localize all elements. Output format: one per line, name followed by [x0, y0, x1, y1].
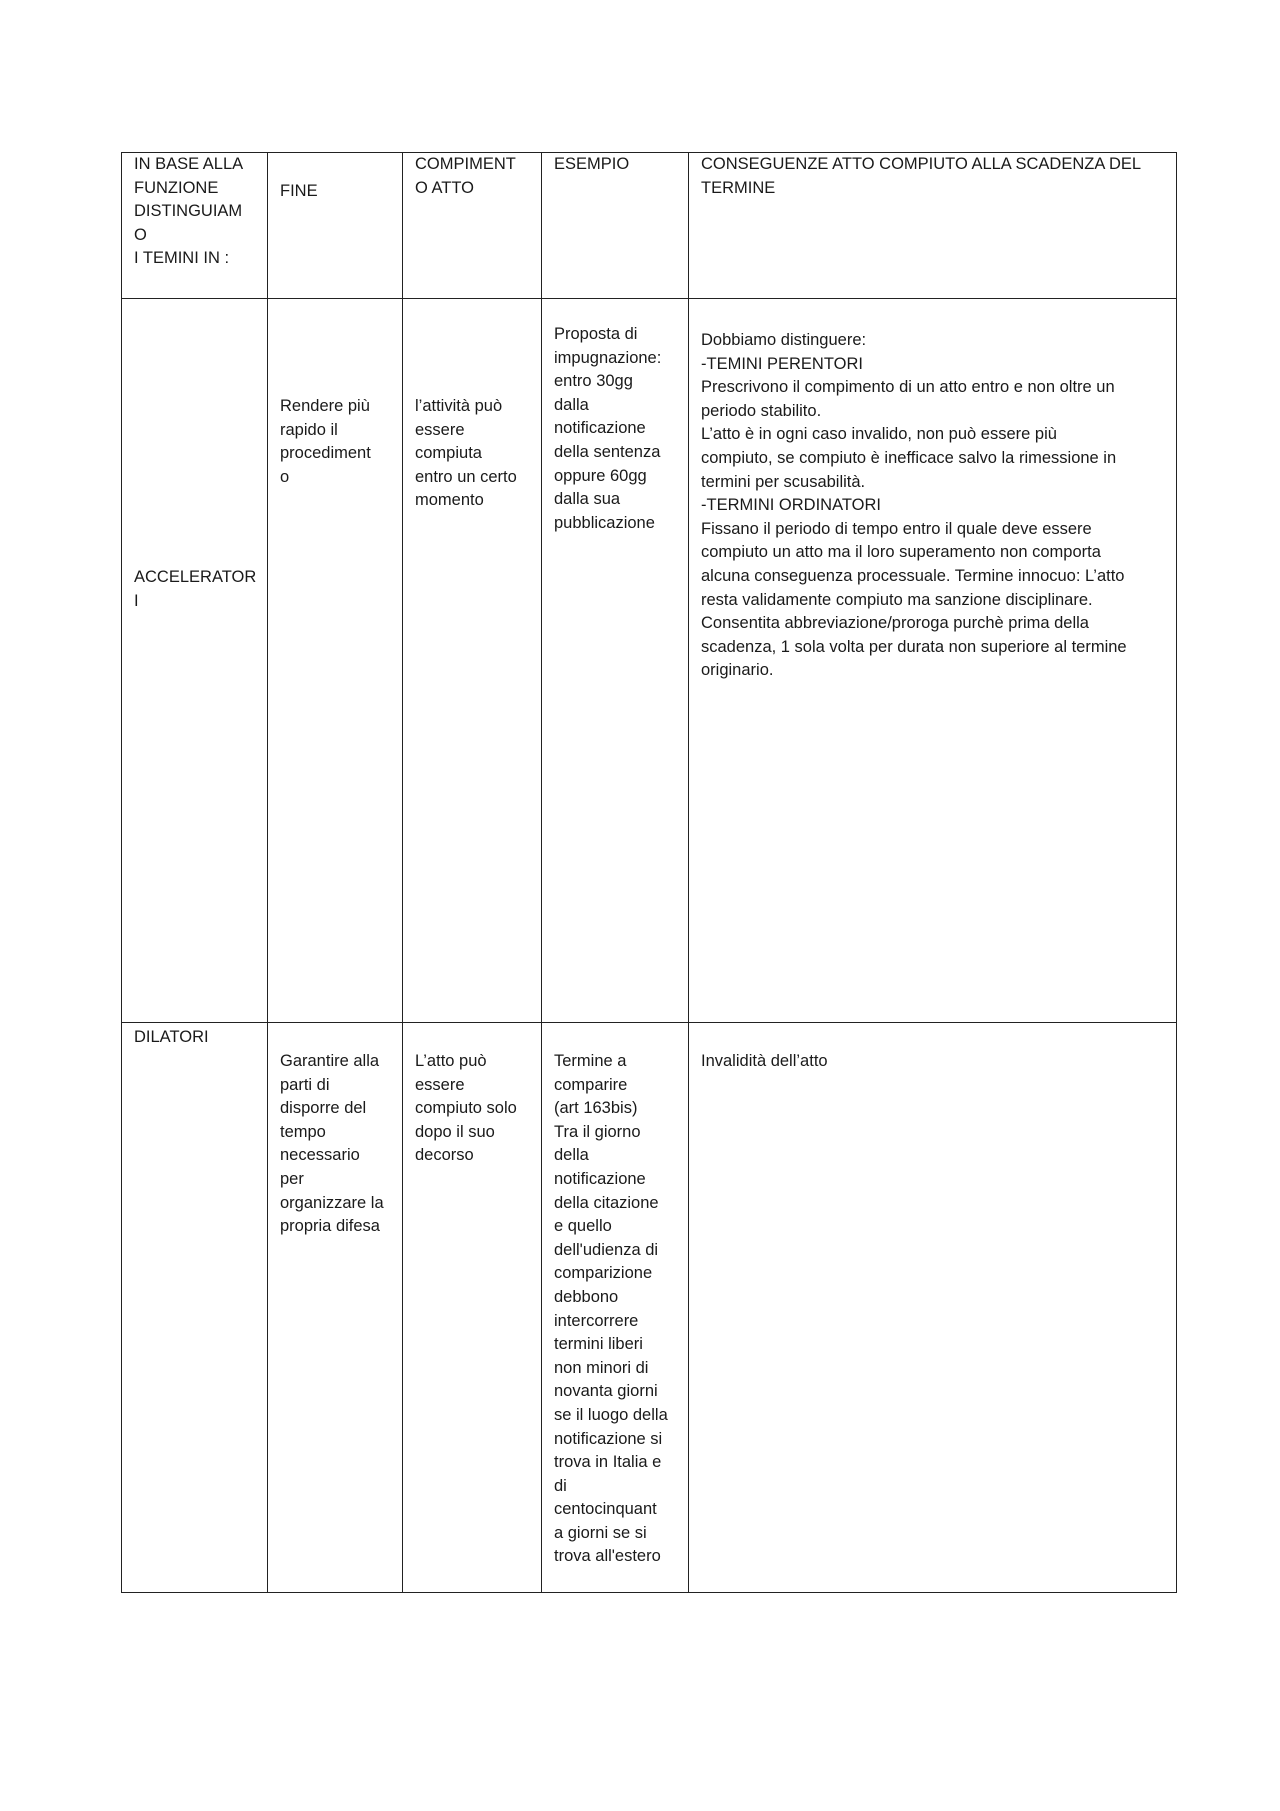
cell-line: oppure 60gg [554, 466, 647, 485]
cell-line: compiuta [415, 444, 482, 463]
cell-line: notificazione [554, 1169, 646, 1188]
cell-line: Consentita abbreviazione/proroga purchè prima della [701, 614, 1089, 633]
cell-line: trova in Italia e [554, 1453, 662, 1472]
cell-line: parti di [280, 1075, 330, 1094]
cell-line: se il luogo della [554, 1405, 668, 1424]
cell-line: essere [415, 420, 465, 439]
cell-line: trova all'estero [554, 1547, 661, 1566]
header-line: TERMINE [701, 178, 776, 197]
cell-line: dell'udienza di [554, 1240, 659, 1259]
cell-line: termini liberi [554, 1335, 643, 1354]
cell-line: della [554, 1146, 589, 1165]
header-line: I TEMINI IN : [134, 249, 230, 268]
cell-compimento-dilatori [403, 1023, 542, 1593]
cell-line: novanta giorni [554, 1382, 658, 1401]
cell-line: termini per scusabilità. [701, 472, 866, 491]
terms-table [121, 152, 1177, 1593]
cell-line: Rendere più [280, 397, 370, 415]
cell-line: compiuto solo [415, 1099, 517, 1118]
cell-line: Invalidità dell’atto [701, 1052, 828, 1070]
cell-line: comparire [554, 1075, 628, 1094]
header-cell-conseguenze [689, 153, 1177, 299]
cell-line: originario. [701, 661, 774, 680]
cell-type-dilatori [122, 1023, 268, 1593]
cell-line: essere [415, 1075, 465, 1094]
header-line: IN BASE ALLA [134, 155, 244, 173]
cell-line: Dobbiamo distinguere: [701, 331, 867, 349]
table-row-dilatori [122, 1023, 1177, 1593]
header-cell-fine [268, 153, 403, 299]
cell-line: notificazione si [554, 1429, 663, 1448]
cell-fine-acceleratori [268, 299, 403, 1023]
cell-line: Proposta di [554, 325, 638, 343]
cell-type-acceleratori [122, 299, 268, 1023]
cell-conseguenze-acceleratori [689, 299, 1177, 1023]
cell-line: rapido il [280, 420, 338, 439]
cell-line: a giorni se si [554, 1523, 647, 1542]
header-line: FINE [280, 182, 318, 200]
cell-line: periodo stabilito. [701, 401, 822, 420]
cell-line: -TERMINI ORDINATORI [701, 496, 881, 515]
header-cell-esempio [542, 153, 689, 299]
cell-line: Prescrivono il compimento di un atto entro e non oltre un [701, 378, 1115, 397]
cell-line: tempo [280, 1122, 326, 1141]
cell-line: non minori di [554, 1358, 649, 1377]
header-line: DISTINGUIAM [134, 202, 243, 221]
cell-line: Termine a [554, 1052, 627, 1070]
cell-line: pubblicazione [554, 513, 655, 532]
cell-line: L’atto può [415, 1052, 487, 1070]
cell-line: dalla [554, 395, 589, 414]
cell-line: (art 163bis) [554, 1099, 638, 1118]
cell-line: compiuto, se compiuto è inefficace salvo la rimessione in [701, 448, 1117, 467]
cell-line: organizzare la [280, 1193, 384, 1212]
cell-line: decorso [415, 1146, 474, 1165]
row-type-label: DILATORI [134, 1028, 209, 1046]
cell-line: o [280, 467, 290, 486]
cell-line: resta validamente compiuto ma sanzione disciplinare. [701, 590, 1093, 609]
cell-line: debbono [554, 1287, 619, 1306]
cell-line: Tra il giorno [554, 1122, 641, 1141]
cell-line: compiuto un atto ma il loro superamento non comporta [701, 543, 1101, 562]
cell-compimento-acceleratori [403, 299, 542, 1023]
cell-line: scadenza, 1 sola volta per durata non superiore al termine [701, 637, 1127, 656]
header-line: COMPIMENT [415, 155, 516, 173]
cell-line: Garantire alla [280, 1052, 380, 1070]
cell-conseguenze-dilatori [689, 1023, 1177, 1593]
cell-line: Fissano il periodo di tempo entro il quale deve essere [701, 519, 1092, 538]
cell-line: per [280, 1169, 304, 1188]
header-line: CONSEGUENZE ATTO COMPIUTO ALLA SCADENZA DEL [701, 155, 1142, 173]
header-line: O [134, 225, 147, 244]
cell-esempio-acceleratori [542, 299, 689, 1023]
cell-line: notificazione [554, 419, 646, 438]
table-header-row [122, 153, 1177, 299]
cell-line: procediment [280, 444, 371, 463]
cell-line: L’atto è in ogni caso invalido, non può essere più [701, 425, 1057, 444]
cell-line: entro un certo [415, 467, 517, 486]
cell-line: centocinquant [554, 1500, 657, 1519]
cell-line: momento [415, 491, 484, 510]
cell-esempio-dilatori [542, 1023, 689, 1593]
cell-line: necessario [280, 1146, 360, 1165]
header-line: O ATTO [415, 178, 474, 197]
row-type-label: ACCELERATORI [134, 568, 257, 610]
header-cell-compimento [403, 153, 542, 299]
cell-line: dalla sua [554, 490, 621, 509]
cell-line: e quello [554, 1217, 612, 1236]
cell-line: dopo il suo [415, 1122, 495, 1141]
cell-line: propria difesa [280, 1217, 380, 1236]
header-line: FUNZIONE [134, 178, 219, 197]
cell-line: alcuna conseguenza processuale. Termine innocuo: L’atto [701, 566, 1125, 585]
cell-line: della sentenza [554, 442, 661, 461]
cell-line: l’attività può [415, 397, 503, 415]
header-cell-function [122, 153, 268, 299]
cell-line: -TEMINI PERENTORI [701, 354, 863, 373]
cell-line: di [554, 1476, 567, 1495]
cell-line: entro 30gg [554, 372, 633, 391]
cell-fine-dilatori [268, 1023, 403, 1593]
table-row-acceleratori [122, 299, 1177, 1023]
cell-line: impugnazione: [554, 348, 662, 367]
cell-line: comparizione [554, 1264, 653, 1283]
cell-line: della citazione [554, 1193, 659, 1212]
cell-line: disporre del [280, 1099, 367, 1118]
cell-line: intercorrere [554, 1311, 639, 1330]
header-line: ESEMPIO [554, 155, 630, 173]
